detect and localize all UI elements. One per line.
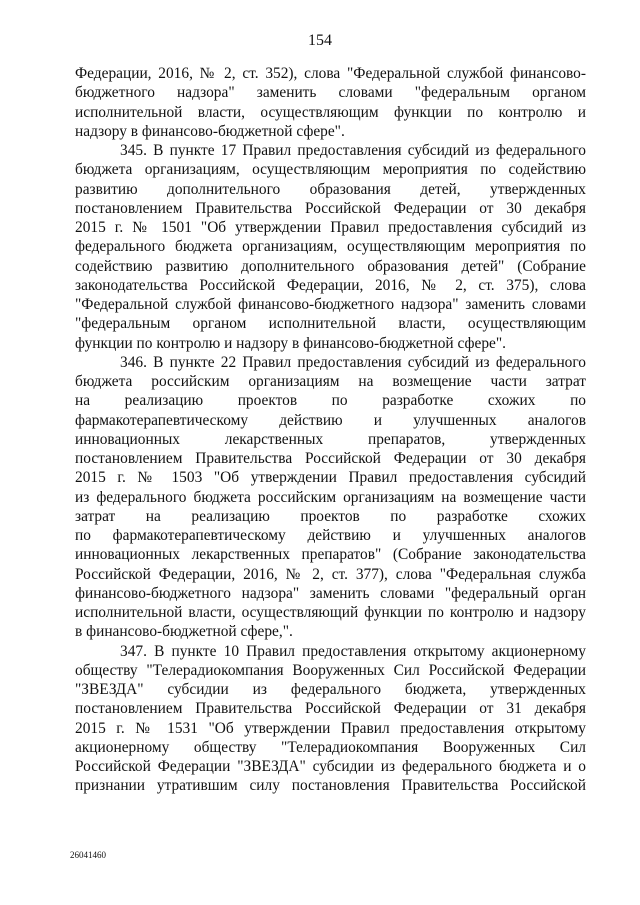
text-line: финансово-бюджетного надзора" заменить словами "федеральный орган <box>75 584 586 602</box>
text-line: Федерации, 2016, № 2, ст. 352), слова "Федеральной службой финансово- <box>75 65 586 82</box>
text-line: обществу "Телерадиокомпания Вооруженных Сил Российской Федерации <box>75 661 586 679</box>
text-line: постановлением Правительства Российской Федерации от 30 декабря <box>75 199 586 217</box>
text-line: инновационных лекарственных препаратов, утвержденных <box>75 430 586 448</box>
text-line: законодательства Российской Федерации, 2016, № 2, ст. 375), слова <box>75 276 586 294</box>
text-line: акционерному обществу "Телерадиокомпания Вооруженных Сил <box>75 738 586 756</box>
text-line: федерального бюджета организациям, осуществляющим мероприятия по <box>75 238 586 256</box>
text-line: постановлением Правительства Российской Федерации от 30 декабря <box>75 450 586 467</box>
text-line: на реализацию проектов по разработке схожих по <box>75 392 586 410</box>
text-line: бюджета организациям, осуществляющим мероприятия по содействию <box>75 161 586 179</box>
text-line: в финансово-бюджетной сфере,". <box>75 623 293 641</box>
text-line: бюджета российским организациям на возмещение части затрат <box>75 373 586 390</box>
paragraph-347-first-line: 347. В пункте 10 Правил предоставления открытому акционерному <box>120 642 586 660</box>
text-line: 2015 г. № 1501 "Об утверждении Правил предоставления субсидий из <box>75 219 586 236</box>
text-line: "федеральным органом исполнительной власти, осуществляющим <box>75 315 586 333</box>
text-line: признании утратившим силу постановления Правительства Российской <box>75 777 586 795</box>
text-line: надзору в финансово-бюджетной сфере". <box>75 122 345 140</box>
text-line: "Федеральной службой финансово-бюджетного надзора" заменить словами <box>75 296 586 313</box>
paragraph-345-first-line: 345. В пункте 17 Правил предоставления субсидий из федерального <box>120 142 586 159</box>
text-line: инновационных лекарственных препаратов" (Собрание законодательства <box>75 546 586 564</box>
text-line: 2015 г. № 1503 "Об утверждении Правил предоставления субсидий <box>75 469 586 487</box>
document-body <box>75 64 586 796</box>
text-line: развитию дополнительного образования детей, утвержденных <box>75 180 586 198</box>
text-line: Российской Федерации, 2016, № 2, ст. 377), слова "Федеральная служба <box>75 565 586 583</box>
text-line: бюджетного надзора" заменить словами "федеральным органом <box>75 84 586 102</box>
text-line: содействию развитию дополнительного образования детей" (Собрание <box>75 257 586 275</box>
paragraph-346-first-line: 346. В пункте 22 Правил предоставления субсидий из федерального <box>120 353 586 371</box>
text-line: 2015 г. № 1531 "Об утверждении Правил предоставления открытому <box>75 719 586 737</box>
text-line: функции по контролю и надзору в финансово-бюджетной сфере". <box>75 334 506 352</box>
document-code: 26041460 <box>70 850 106 860</box>
text-line: исполнительной власти, осуществляющий функции по контролю и надзору <box>75 604 586 621</box>
page-number: 154 <box>308 32 332 49</box>
text-line: "ЗВЕЗДА" субсидии из федерального бюджета, утвержденных <box>75 681 586 698</box>
text-line: постановлением Правительства Российской Федерации от 31 декабря <box>75 700 586 718</box>
text-line: исполнительной власти, осуществляющим функции по контролю и <box>75 103 586 121</box>
text-line: затрат на реализацию проектов по разработке схожих <box>75 507 586 525</box>
text-line: Российской Федерации "ЗВЕЗДА" субсидии из федерального бюджета и о <box>75 758 586 775</box>
text-line: по фармакотерапевтическому действию и улучшенных аналогов <box>75 527 586 544</box>
text-line: фармакотерапевтическому действию и улучшенных аналогов <box>75 411 586 429</box>
text-line: из федерального бюджета российским организациям на возмещение части <box>75 488 586 506</box>
